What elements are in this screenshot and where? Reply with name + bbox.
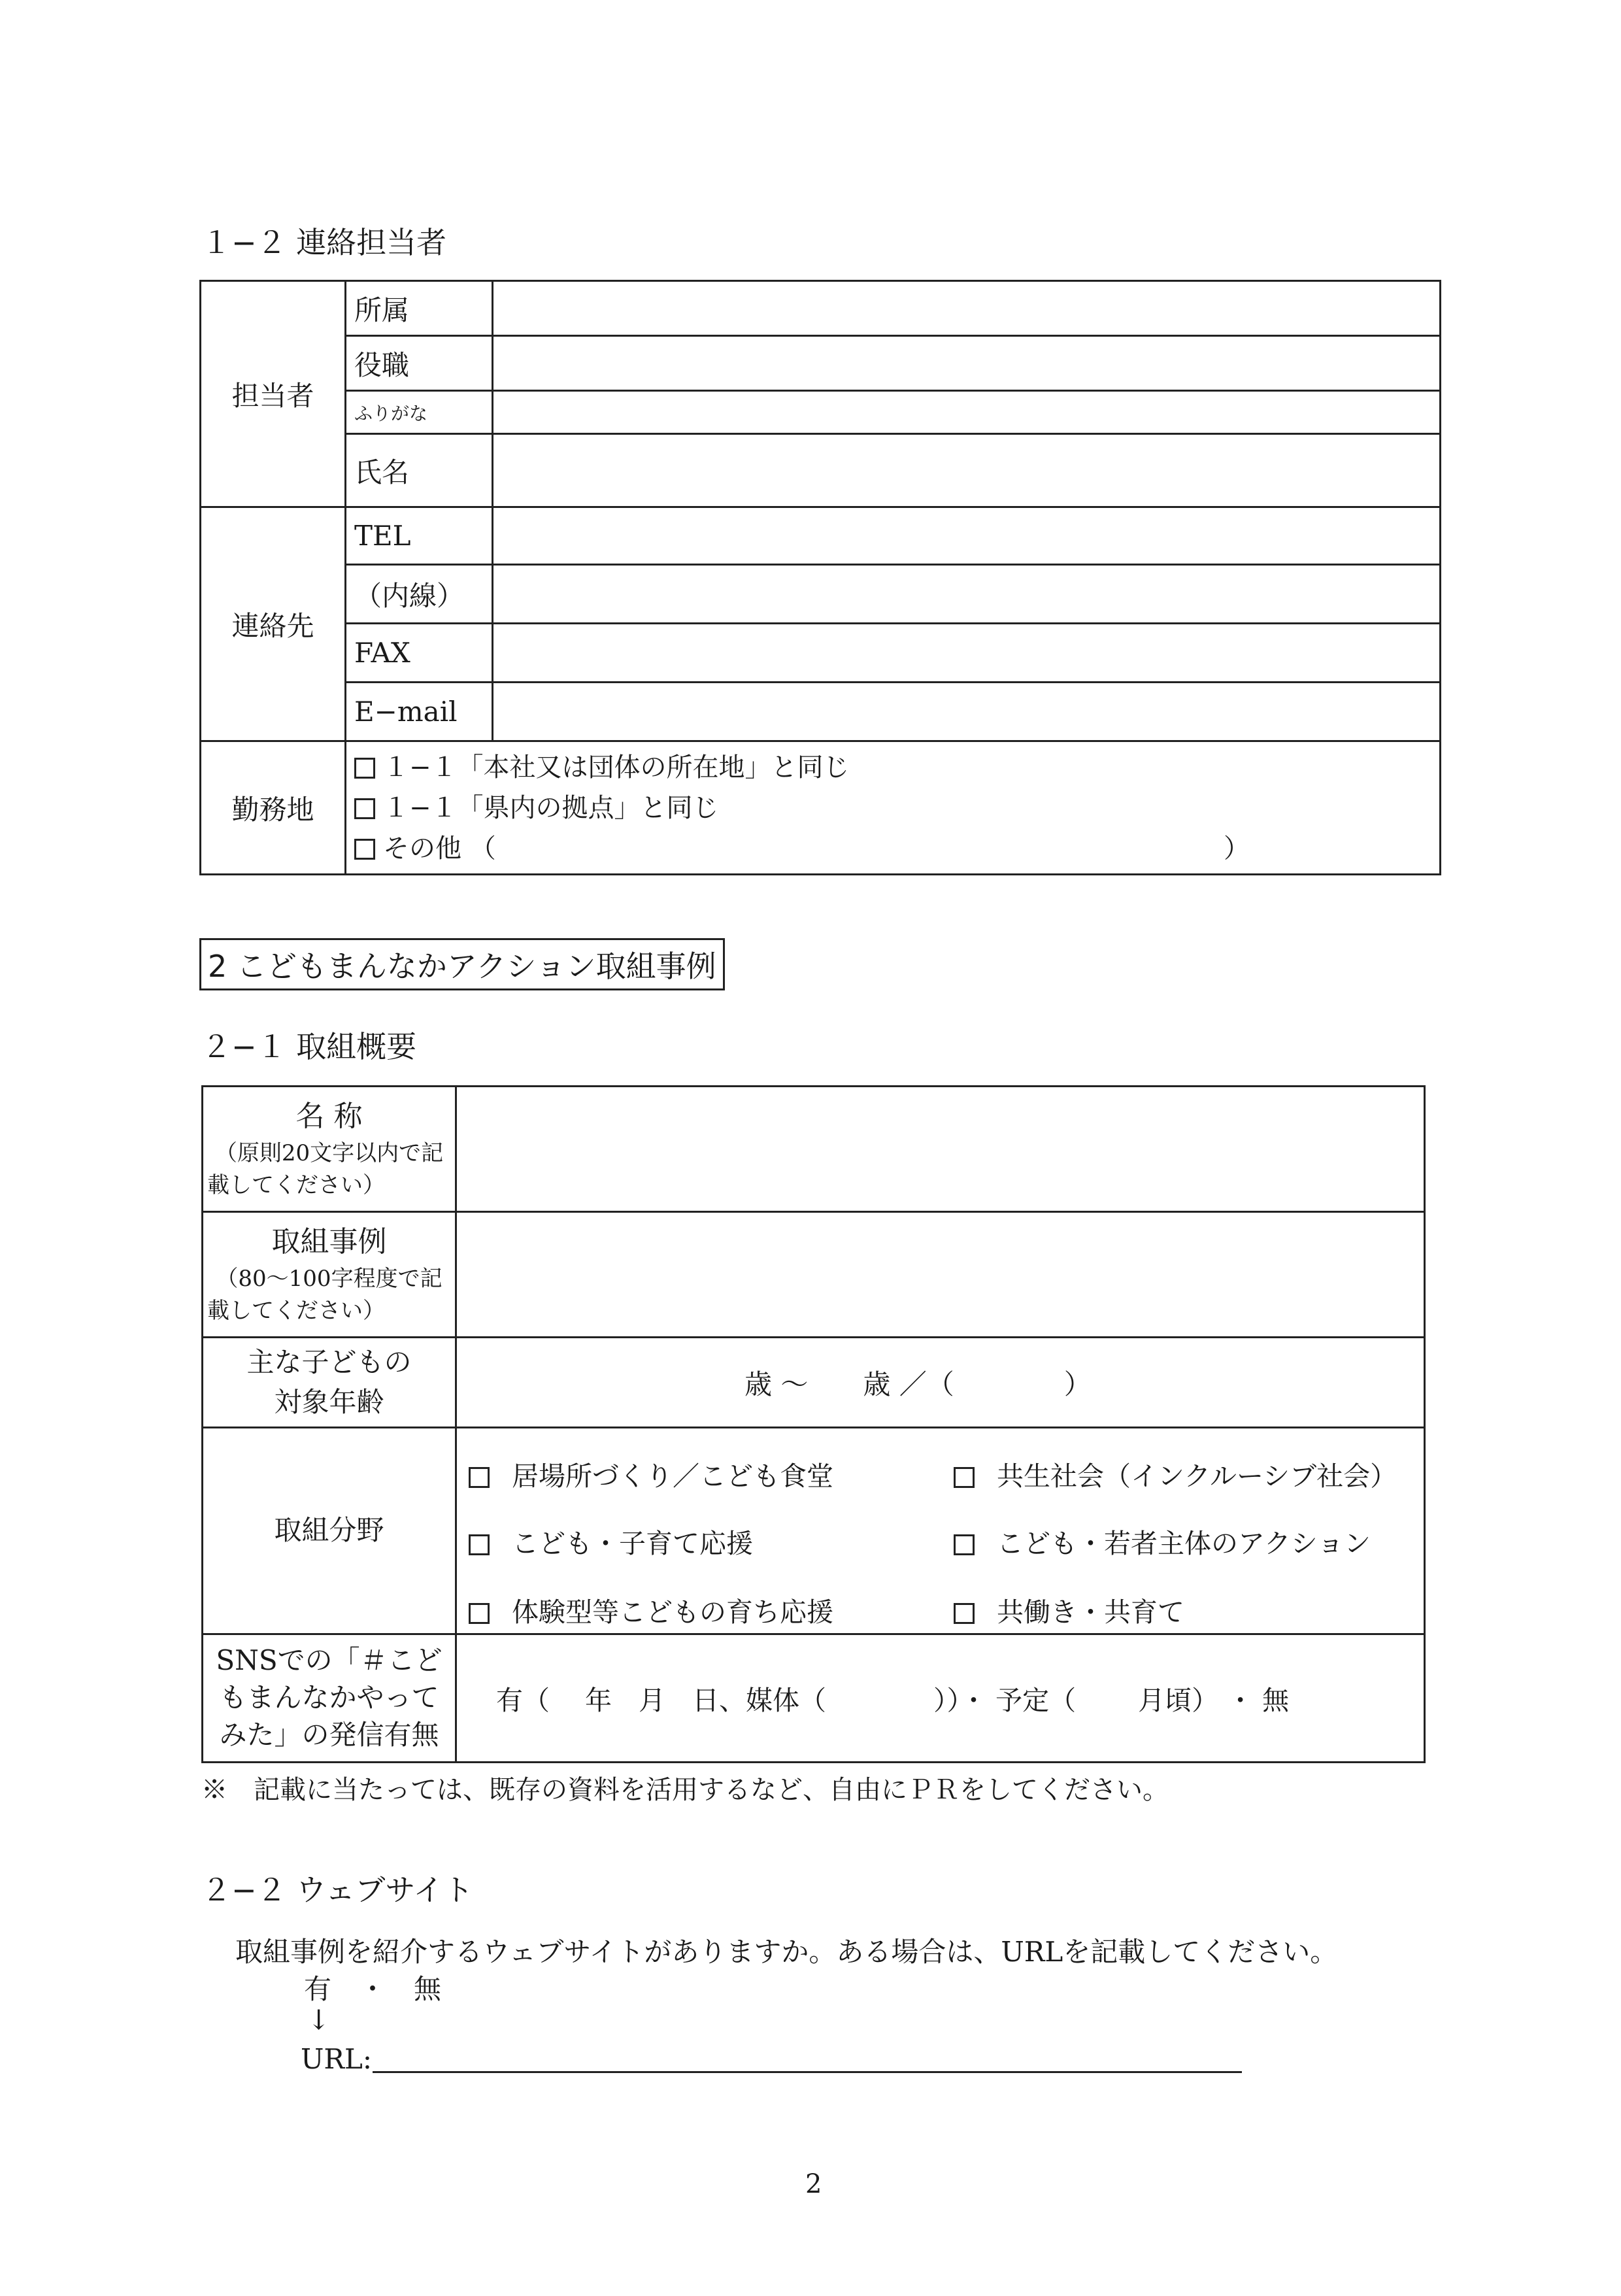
checkbox-icon[interactable]	[469, 1603, 490, 1624]
email-label: E−mail	[346, 683, 493, 741]
sns-field[interactable]: 有（ 年 月 日、媒体（ ））・ 予定（ 月頃） ・ 無	[456, 1634, 1425, 1763]
section-heading-2-1: ２−１ 取組概要	[201, 1029, 417, 1064]
yakushoku-field[interactable]	[493, 336, 1441, 391]
bunya-options	[456, 1428, 1425, 1634]
age-label-2: 対象年齢	[274, 1385, 384, 1418]
checkbox-icon[interactable]	[354, 758, 375, 779]
shimei-label: 氏名	[346, 434, 493, 507]
shozoku-label: 所属	[346, 281, 493, 336]
checkbox-icon[interactable]	[954, 1603, 975, 1624]
checkbox-icon[interactable]	[354, 798, 375, 819]
jirei-note-1: （80〜100字程度で記	[216, 1266, 443, 1292]
note-text: ※ 記載に当たっては、既存の資料を活用するなど、自由にＰＲをしてください。	[201, 1775, 1169, 1805]
website-question: 取組事例を紹介するウェブサイトがありますか。ある場合は、URLを記載してください。	[235, 1936, 1338, 1968]
tanto-group-label: 担当者	[201, 281, 346, 507]
fax-field[interactable]	[493, 624, 1441, 683]
meisho-note-1: （原則20文字以内で記	[214, 1140, 444, 1167]
naisen-label: （内線）	[346, 565, 493, 624]
shimei-field[interactable]	[493, 434, 1441, 507]
sns-label-3: みた」の発信有無	[219, 1718, 439, 1751]
checkbox-icon[interactable]	[954, 1534, 975, 1555]
bunya-option-2[interactable]: 共生社会（インクルーシブ社会）	[954, 1455, 1397, 1493]
jirei-field[interactable]	[456, 1212, 1425, 1338]
checkbox-icon[interactable]	[354, 839, 375, 860]
bunya-option-6[interactable]: 共働き・共育て	[954, 1591, 1184, 1629]
sns-label-cell	[203, 1634, 456, 1763]
tel-field[interactable]	[493, 507, 1441, 565]
jirei-note-2: 載してください）	[207, 1298, 385, 1325]
sns-label-2: もまんなかやって	[219, 1681, 439, 1714]
bunya-label: 取組分野	[203, 1428, 456, 1634]
url-input-line[interactable]	[373, 2071, 1242, 2073]
furigana-field[interactable]	[493, 391, 1441, 434]
furigana-label: ふりがな	[346, 391, 493, 434]
meisho-field[interactable]	[456, 1087, 1425, 1212]
shozoku-field[interactable]	[493, 281, 1441, 336]
naisen-field[interactable]	[493, 565, 1441, 624]
website-choice[interactable]: 有 ・ 無	[304, 1973, 442, 2005]
bunya-option-1[interactable]: 居場所づくり／こども食堂	[469, 1455, 833, 1493]
kinmuchi-group-label: 勤務地	[201, 741, 346, 875]
age-label-cell	[203, 1338, 456, 1428]
url-label: URL:	[301, 2043, 373, 2075]
meisho-label: 名 称	[295, 1100, 363, 1134]
fax-label: FAX	[346, 624, 493, 683]
checkbox-icon[interactable]	[469, 1534, 490, 1555]
section-heading-2: 2 こどもまんなかアクション取組事例	[199, 938, 725, 990]
contact-table	[199, 280, 1441, 875]
age-field[interactable]: 歳 〜 歳 ／（ ）	[456, 1338, 1425, 1428]
kinmuchi-option-3[interactable]: その他 （ ）	[354, 828, 1439, 869]
bunya-option-4[interactable]: こども・若者主体のアクション	[954, 1522, 1371, 1561]
tel-label: TEL	[346, 507, 493, 565]
checkbox-icon[interactable]	[469, 1467, 490, 1488]
page-number: 2	[805, 2169, 822, 2199]
checkbox-icon[interactable]	[954, 1467, 975, 1488]
jirei-label-cell	[203, 1212, 456, 1338]
section-heading-2-2: ２−２ ウェブサイト	[201, 1872, 474, 1908]
age-label-1: 主な子どもの	[246, 1345, 412, 1378]
meisho-label-cell	[203, 1087, 456, 1212]
renraku-group-label: 連絡先	[201, 507, 346, 741]
jirei-label: 取組事例	[271, 1225, 387, 1259]
kinmuchi-option-2[interactable]: １−１「県内の拠点」と同じ	[354, 788, 1439, 828]
bunya-option-5[interactable]: 体験型等こどもの育ち応援	[469, 1591, 833, 1629]
sns-label-1: SNSでの「＃こど	[216, 1644, 443, 1677]
section-heading-1-2: １−２ 連絡担当者	[201, 225, 447, 260]
email-field[interactable]	[493, 683, 1441, 741]
down-arrow-icon: ↓	[307, 2004, 331, 2036]
yakushoku-label: 役職	[346, 336, 493, 391]
overview-table	[201, 1085, 1426, 1763]
bunya-option-3[interactable]: こども・子育て応援	[469, 1522, 753, 1561]
meisho-note-2: 載してください）	[207, 1172, 385, 1199]
kinmuchi-option-1[interactable]: １−１「本社又は団体の所在地」と同じ	[354, 747, 1439, 788]
